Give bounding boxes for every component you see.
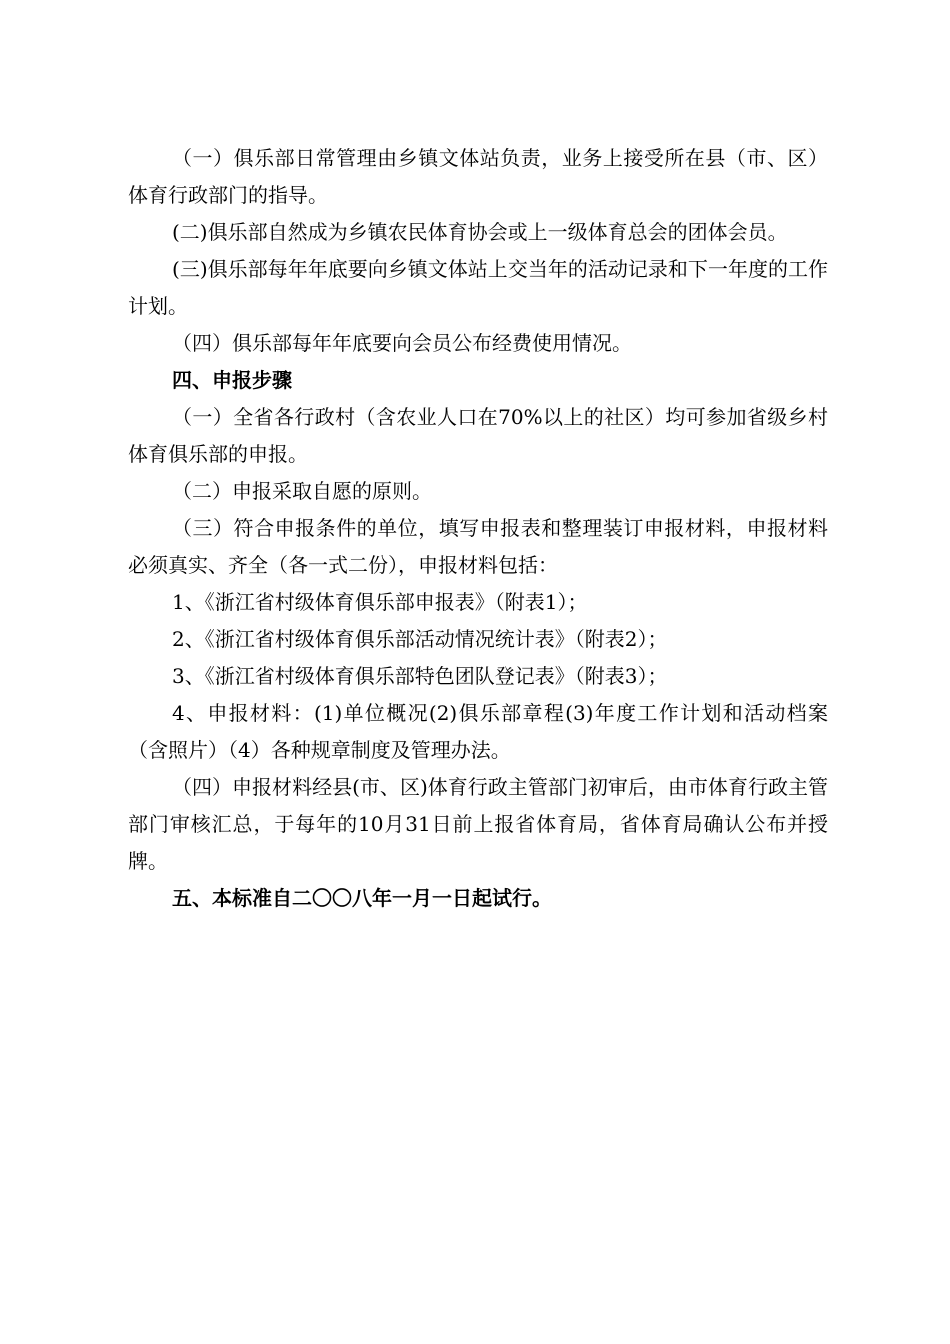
section-heading-application-steps: 四、申报步骤 xyxy=(172,368,292,392)
document-body xyxy=(128,140,828,917)
paragraph-voluntary: （二）申报采取自愿的原则。 xyxy=(172,479,432,503)
paragraph-materials-intro: （三）符合申报条件的单位，填写申报表和整理装订申报材料，申报材料必须真实、齐全（各一式二份），申报材料包括： xyxy=(128,516,828,577)
paragraph-club-membership: (二)俱乐部自然成为乡镇农民体育协会或上一级体育总会的团体会员。 xyxy=(172,220,788,244)
list-item-form-1: 1、《浙江省村级体育俱乐部申报表》（附表1）； xyxy=(172,590,588,614)
paragraph-annual-records: (三)俱乐部每年年底要向乡镇文体站上交当年的活动记录和下一年度的工作计划。 xyxy=(128,257,828,318)
paragraph-fund-disclosure: （四）俱乐部每年年底要向会员公布经费使用情况。 xyxy=(172,331,632,355)
list-item-materials: 4、申报材料：(1)单位概况(2)俱乐部章程(3)年度工作计划和活动档案（含照片）（4）各种规章制度及管理办法。 xyxy=(128,701,828,762)
list-item-form-3: 3、《浙江省村级体育俱乐部特色团队登记表》（附表3）； xyxy=(172,664,668,688)
list-item-form-2: 2、《浙江省村级体育俱乐部活动情况统计表》（附表2）； xyxy=(172,627,668,651)
section-heading-effective-date: 五、本标准自二〇〇八年一月一日起试行。 xyxy=(172,886,552,910)
paragraph-club-management: （一）俱乐部日常管理由乡镇文体站负责，业务上接受所在县（市、区）体育行政部门的指导。 xyxy=(128,146,828,207)
paragraph-review-process: （四）申报材料经县(市、区)体育行政主管部门初审后，由市体育行政主管部门审核汇总，于每年的10月31日前上报省体育局，省体育局确认公布并授牌。 xyxy=(128,775,828,873)
paragraph-eligibility: （一）全省各行政村（含农业人口在70%以上的社区）均可参加省级乡村体育俱乐部的申报。 xyxy=(128,405,828,466)
